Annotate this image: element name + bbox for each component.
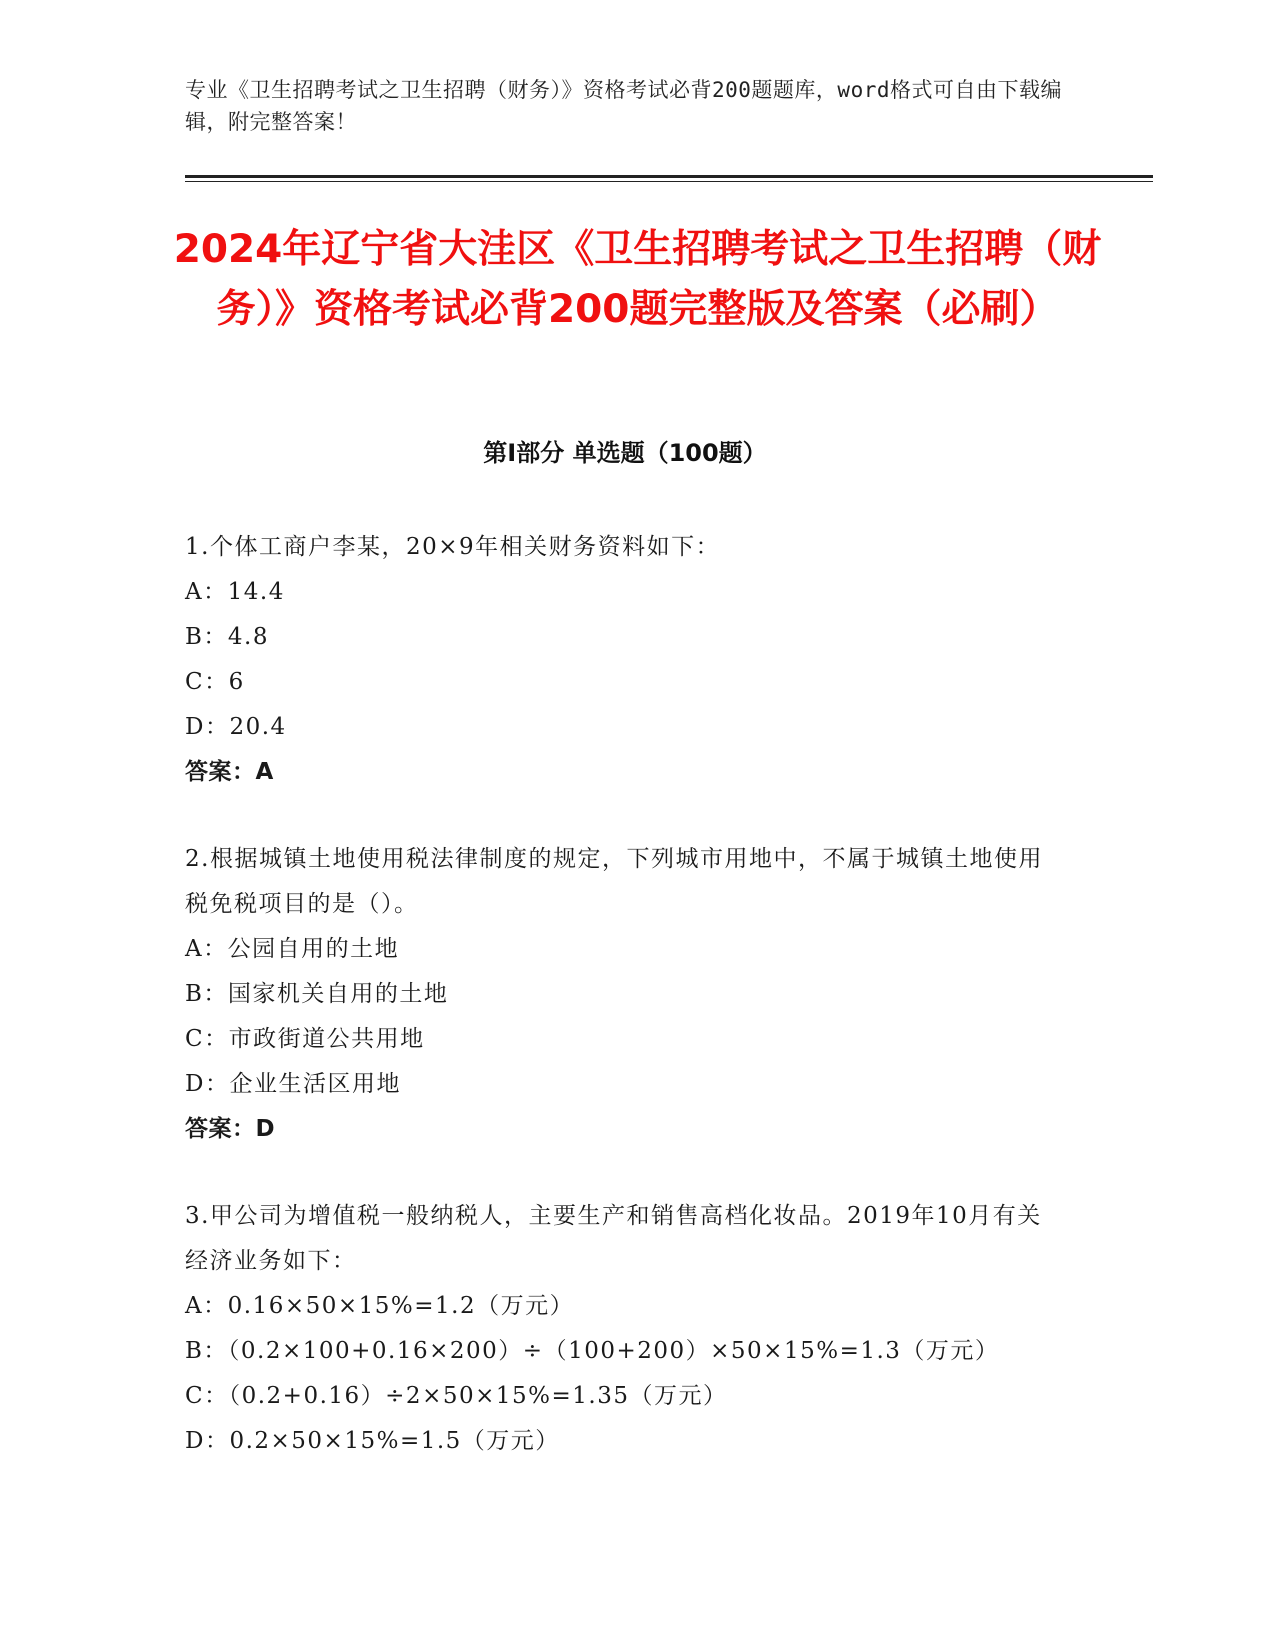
answer-label: 答案：D [185, 1116, 276, 1142]
option-a: A：公园自用的土地 [185, 936, 400, 962]
answer-label: 答案：A [185, 759, 274, 785]
option-c: C：6 [185, 669, 245, 695]
document-title: 2024年辽宁省大洼区《卫生招聘考试之卫生招聘（财务）》资格考试必背200题完整版及答案（必刷） [173, 227, 1102, 332]
question-2 [185, 837, 1065, 1152]
option-d: D：20.4 [185, 714, 287, 740]
option-a: A：0.16×50×15%=1.2（万元） [185, 1293, 575, 1319]
question-1 [185, 525, 1065, 795]
option-a: A：14.4 [185, 579, 285, 605]
header-rule-thin [185, 181, 1153, 182]
option-b: B：国家机关自用的土地 [185, 981, 449, 1007]
option-d: D：0.2×50×15%=1.5（万元） [185, 1428, 560, 1454]
option-d: D：企业生活区用地 [185, 1071, 401, 1097]
option-c: C：（0.2+0.16）÷2×50×15%=1.35（万元） [185, 1383, 728, 1409]
question-text: 1.个体工商户李某，20×9年相关财务资料如下： [185, 534, 721, 560]
header-note: 专业《卫生招聘考试之卫生招聘（财务）》资格考试必背200题题库，word格式可自由下载编辑，附完整答案！ [185, 78, 1062, 134]
question-list [185, 525, 1065, 1506]
option-b: B：4.8 [185, 624, 269, 650]
question-text: 3.甲公司为增值税一般纳税人，主要生产和销售高档化妆品。2019年10月有关经济业务如下： [185, 1203, 1042, 1274]
option-c: C：市政街道公共用地 [185, 1026, 425, 1052]
section-title: 第Ⅰ部分 单选题（100题） [483, 439, 767, 467]
header-rule-thick [185, 175, 1153, 178]
question-3 [185, 1194, 1065, 1464]
option-b: B：（0.2×100+0.16×200）÷（100+200）×50×15%=1.3（万元） [185, 1338, 1000, 1364]
question-text: 2.根据城镇土地使用税法律制度的规定，下列城市用地中，不属于城镇土地使用税免税项目的是（）。 [185, 846, 1043, 917]
